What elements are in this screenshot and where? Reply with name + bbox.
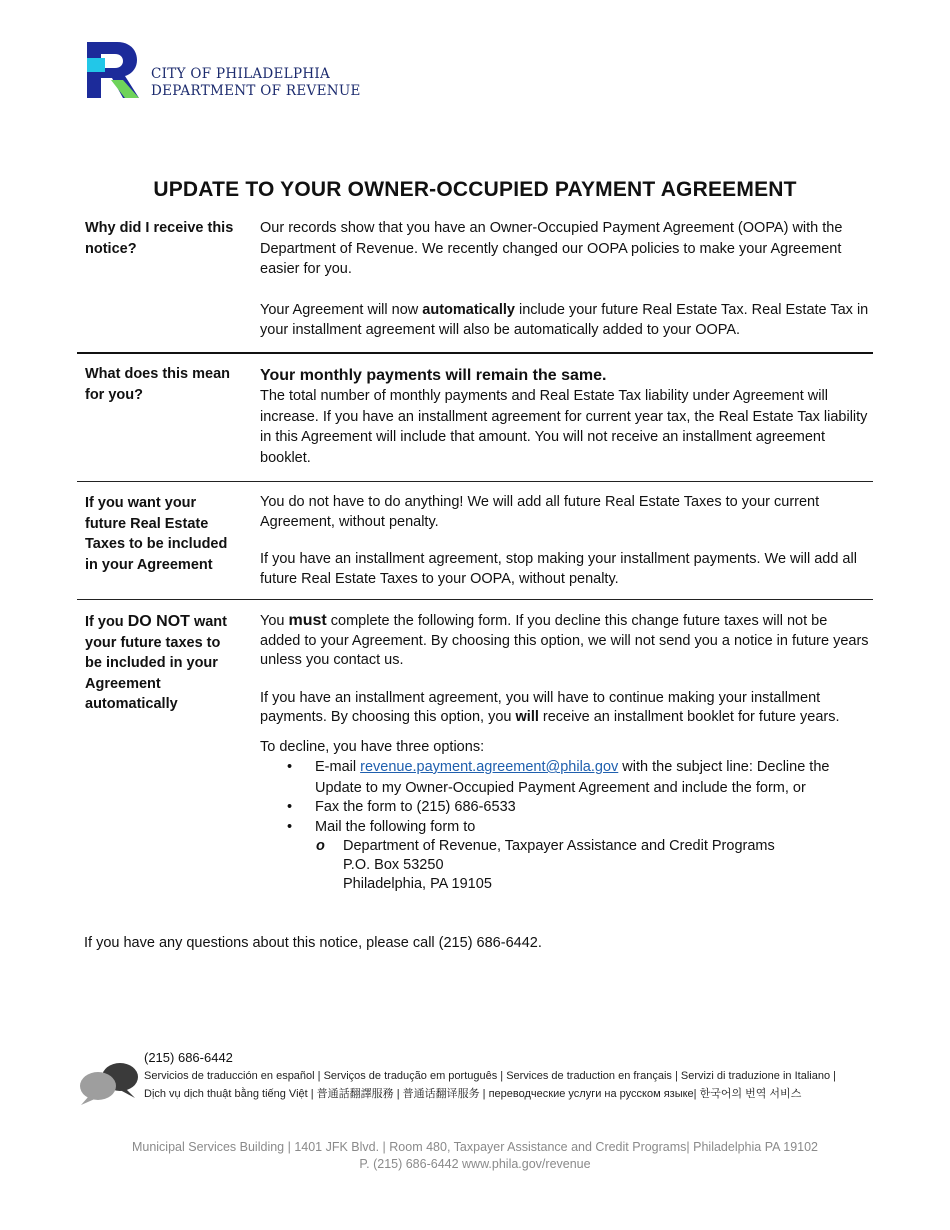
want-paragraph-2: If you have an installment agreement, stop making your installment payments. We will add all future Real Estate Taxes to your OOPA, without penalty. (260, 551, 857, 587)
section-want-content (260, 493, 870, 589)
dont-p2-post: receive an installment booklet for future years. (538, 709, 840, 725)
section-dont (77, 600, 873, 910)
dont-paragraph-1 (260, 611, 870, 671)
translation-line-1: Servicios de traducción en español | Serviços de tradução em português | Services de traduction en français | Servizi di traduzione in Italiano | (144, 1070, 836, 1082)
section-meaning (77, 354, 873, 482)
want-paragraph-1: You do not have to do anything! We will add all future Real Estate Taxes to your current Agreement, without penalty. (260, 494, 820, 530)
dont-label-pre: If you (85, 614, 128, 630)
philadelphia-r-logo-icon (87, 42, 139, 98)
speech-bubbles-icon (79, 1060, 139, 1106)
mail-address-list (315, 837, 870, 894)
option-email-pre: E-mail (315, 759, 361, 775)
option-email-post: with the subject line: Decline the Update to my Owner-Occupied Payment Agreement and include the form, or (315, 759, 830, 796)
mail-address (315, 837, 870, 894)
footer-phone: (215) 686-6442 (144, 1050, 233, 1065)
dont-label-emphasis: DO NOT (127, 613, 190, 630)
footer-address (0, 1139, 950, 1173)
email-link[interactable]: revenue.payment.agreement@phila.gov (360, 759, 619, 775)
questions-note: If you have any questions about this notice, please call (215) 686-6442. (84, 935, 542, 951)
translation-services (144, 1067, 874, 1103)
revenue-logo (87, 42, 361, 100)
address-line-2: P.O. Box 53250 (343, 857, 444, 873)
option-mail-label: Mail the following form to (315, 818, 476, 835)
dont-p2-emphasis: will (515, 709, 539, 725)
section-want (77, 482, 873, 600)
footer-address-line-1: Municipal Services Building | 1401 JFK Blvd. | Room 480, Taxpayer Assistance and Credit Programs| Philadelphia PA 19102 (131, 1140, 819, 1154)
sub-bullet-icon: o (316, 838, 325, 854)
section-dont-content (260, 611, 870, 894)
option-fax: • Fax the form to (215) 686-6533 (260, 798, 870, 818)
section-why (77, 218, 873, 354)
why-paragraph-1: Our records show that you have an Owner-Occupied Payment Agreement (OOPA) with the Department of Revenue. We recently changed our OOPA policies to make your Agreement easier for you. (260, 220, 843, 277)
section-meaning-content (260, 365, 870, 468)
logo-line-city: CITY OF PHILADELPHIA (151, 66, 331, 82)
dont-paragraph-2 (260, 689, 870, 728)
dont-p1-pre: You (260, 613, 289, 629)
meaning-lead: Your monthly payments will remain the same. (260, 367, 607, 384)
address-line-3: Philadelphia, PA 19105 (343, 876, 492, 892)
why-p2-text-end: include your future Real Estate Tax. Real Estate Tax in your installment agreement will also be automatically added to your OOPA. (260, 301, 869, 338)
meaning-body: The total number of monthly payments and Real Estate Tax liability under Agreement will increase. If you have an installment agreement for current year tax, the Real Estate Tax liability in this Agreement will include that amount. You will not receive an installment agreement booklet. (260, 388, 868, 466)
options-intro: To decline, you have three options: (260, 738, 485, 755)
logo-text (151, 66, 361, 100)
section-why-content (260, 218, 870, 341)
address-line-1: Department of Revenue, Taxpayer Assistance and Credit Programs (343, 838, 775, 854)
section-want-label: If you want your future Real Estate Taxes to be included in your Agreement (85, 495, 228, 573)
decline-options-list (260, 757, 870, 894)
dont-p1-emphasis: must (288, 612, 327, 629)
option-email (260, 757, 870, 798)
why-paragraph-2 (260, 300, 870, 341)
dont-label-post: want your future taxes to be included in your Agreement automatically (85, 614, 227, 712)
page-title: UPDATE TO YOUR OWNER-OCCUPIED PAYMENT AGREEMENT (153, 178, 797, 201)
translation-line-2: Dịch vụ dịch thuật bằng tiếng Việt | 普通話翻譯服務 | 普通话翻译服务 | переводческие услуги на русском языке| 한국어의 번역 서비스 (144, 1088, 802, 1100)
option-mail (260, 818, 870, 895)
section-why-label: Why did I receive this notice? (85, 220, 234, 257)
why-p2-emphasis: automatically (422, 301, 515, 318)
section-dont-label (85, 612, 240, 715)
footer-address-line-2: P. (215) 686-6442 www.phila.gov/revenue (359, 1157, 591, 1171)
dont-p2-pre: If you have an installment agreement, you will have to continue making your installment payments. By choosing this option, you (260, 689, 821, 725)
logo-line-department: DEPARTMENT OF REVENUE (151, 83, 361, 99)
why-p2-text: Your Agreement will now (260, 301, 423, 318)
dont-p1-post: complete the following form. If you decline this change future taxes will not be added to your Agreement. By choosing this option, we will not send you a notice in future years unless you contact us. (260, 613, 869, 668)
section-meaning-label: What does this mean for you? (85, 366, 231, 403)
